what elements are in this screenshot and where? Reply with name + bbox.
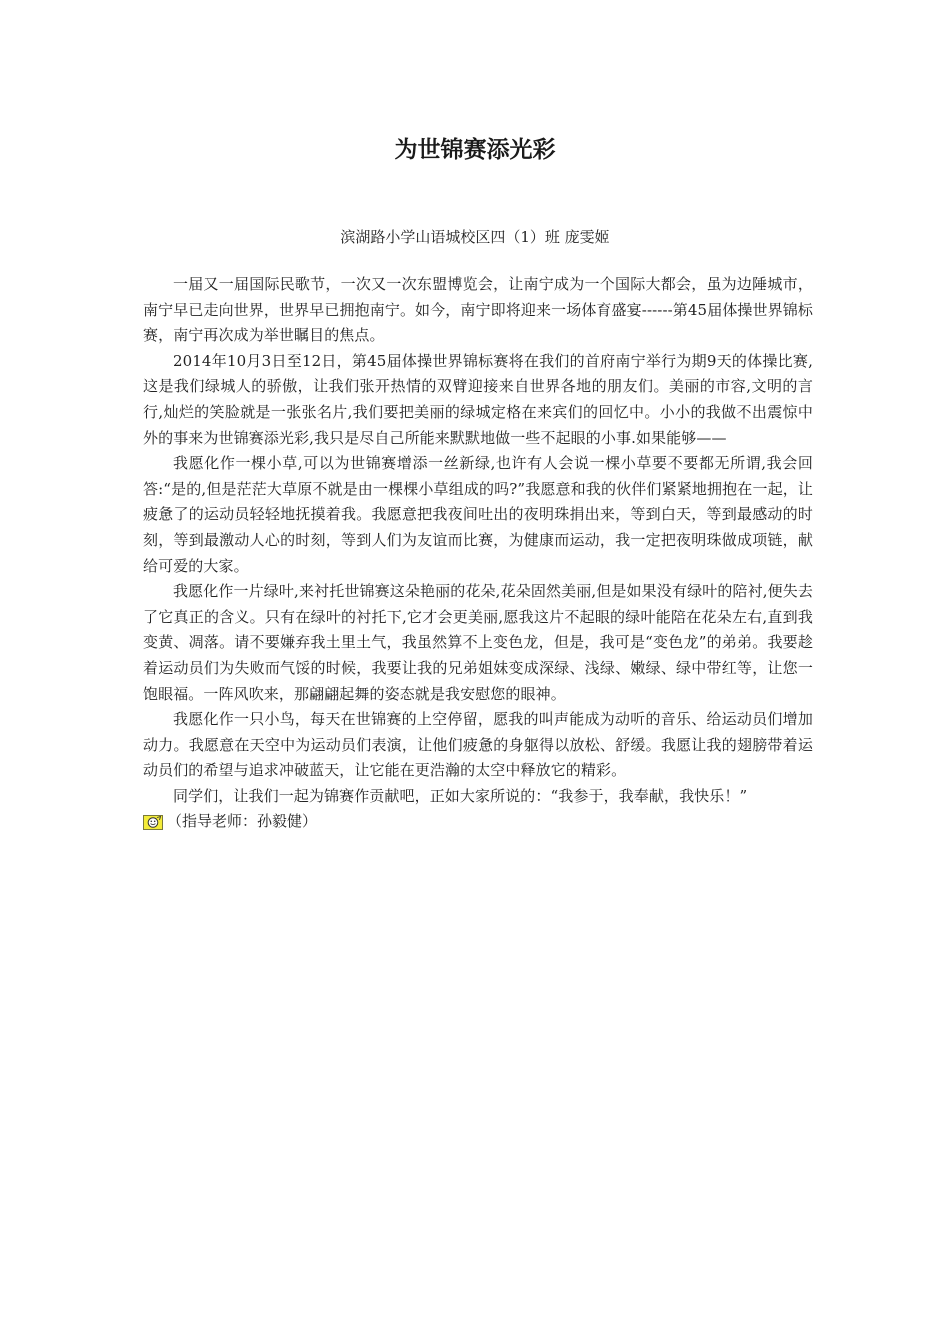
paragraph-6: 同学们，让我们一起为锦赛作贡献吧，正如大家所说的：“我参于，我奉献，我快乐！” [173, 786, 748, 805]
paragraph-1: 一届又一届国际民歌节，一次又一次东盟博览会，让南宁成为一个国际大都会，虽为边陲城市，南宁早已走向世界，世界早已拥抱南宁。如今，南宁即将迎来一场体育盛宴------第45届体操世界锦标赛，南宁再次成为举世瞩目的焦点。 [143, 275, 813, 345]
teacher-note-line [143, 809, 813, 835]
article-body [143, 272, 813, 835]
paragraph-3: 我愿化作一棵小草,可以为世锦赛增添一丝新绿,也许有人会说一棵小草要不要都无所谓,我会回答:“是的,但是茫茫大草原不就是由一棵棵小草组成的吗?”我愿意和我的伙伴们紧紧地拥抱在一起，让疲惫了的运动员轻轻地抚摸着我。我愿意把我夜间吐出的夜明珠捐出来，等到白天，等到最感动的时刻，等到最激动人心的时刻，等到人们为友谊而比赛，为健康而运动，我一定把夜明珠做成项链，献给可爱的大家。 [143, 454, 813, 575]
paragraph-2: 2014年10月3日至12日，第45届体操世界锦标赛将在我们的首府南宁举行为期9天的体操比赛,这是我们绿城人的骄傲，让我们张开热情的双臂迎接来自世界各地的朋友们。美丽的市容,文明的言行,灿烂的笑脸就是一张张名片,我们要把美丽的绿城定格在来宾们的回忆中。小小的我做不出震惊中外的事来为世锦赛添光彩,我只是尽自己所能来默默地做一些不起眼的小事.如果能够—— [143, 351, 813, 447]
page-title: 为世锦赛添光彩 [394, 137, 556, 163]
teacher-note: （指导老师：孙毅健） [167, 812, 318, 831]
paragraph-4: 我愿化作一片绿叶,来衬托世锦赛这朵艳丽的花朵,花朵固然美丽,但是如果没有绿叶的陪衬,便失去了它真正的含义。只有在绿叶的衬托下,它才会更美丽,愿我这片不起眼的绿叶能陪在花朵左右,直到我变黄、凋落。请不要嫌弃我土里土气，我虽然算不上变色龙，但是，我可是“变色龙”的弟弟。我要趁着运动员们为失败而气馁的时候，我要让我的兄弟姐妹变成深绿、浅绿、嫩绿、绿中带红等，让您一饱眼福。一阵风吹来，那翩翩起舞的姿态就是我安慰您的眼神。 [143, 582, 813, 703]
paragraph-5: 我愿化作一只小鸟，每天在世锦赛的上空停留，愿我的叫声能成为动听的音乐、给运动员们增加动力。我愿意在天空中为运动员们表演，让他们疲惫的身躯得以放松、舒缓。我愿让我的翅膀带着运动员们的希望与追求冲破蓝天，让它能在更浩瀚的太空中释放它的精彩。 [143, 710, 813, 780]
smiley-icon [143, 815, 163, 830]
author-byline: 滨湖路小学山语城校区四（1）班 庞雯姬 [340, 228, 610, 246]
